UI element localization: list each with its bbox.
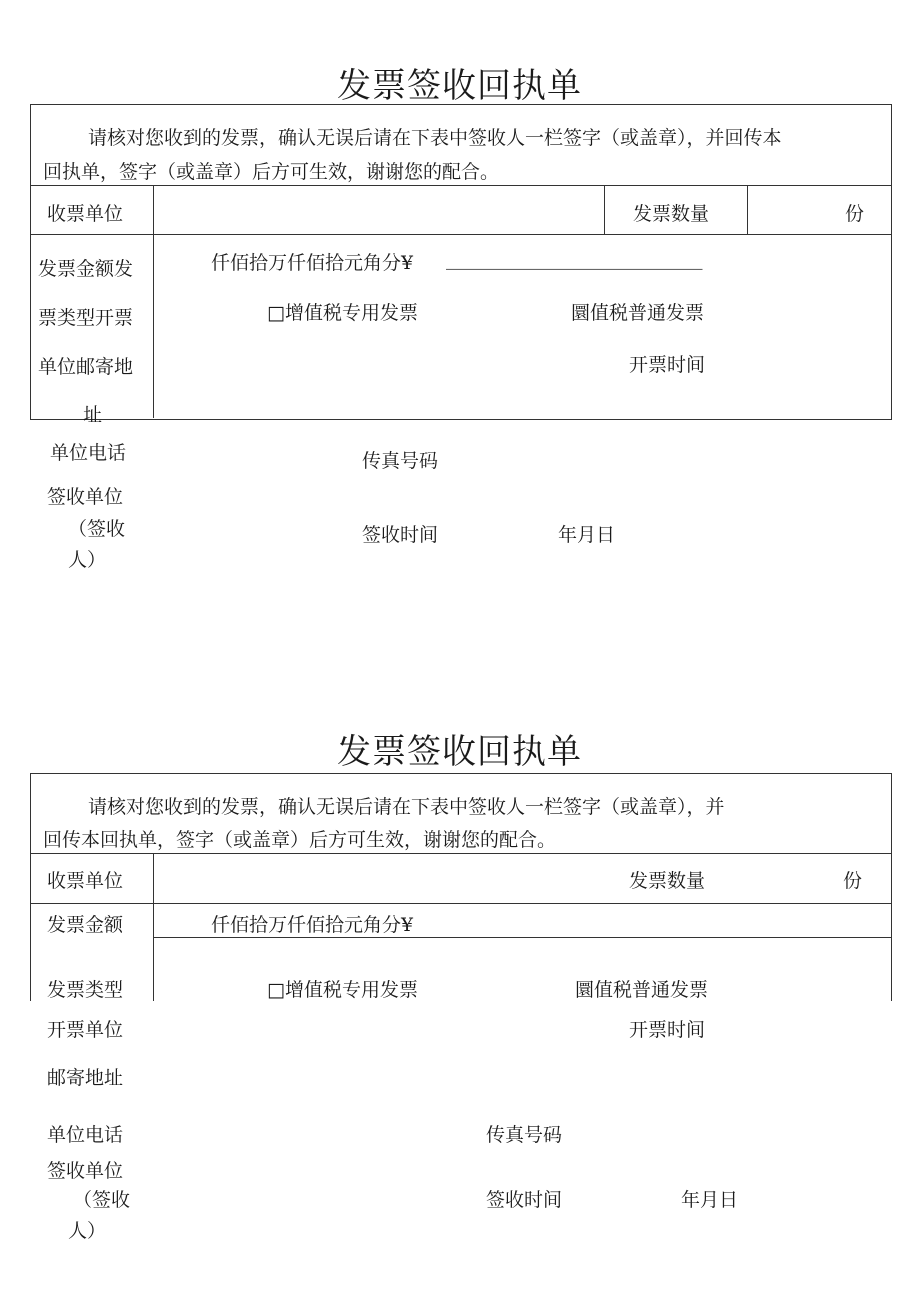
form2-divider bbox=[30, 853, 892, 854]
form1-amount-text: 仟佰拾万仟佰拾元角分¥ bbox=[211, 252, 414, 274]
form2-date-label: 年月日 bbox=[681, 1189, 739, 1211]
form2-invoice-count-label: 发票数量 bbox=[629, 870, 706, 892]
form2-address-label: 邮寄地址 bbox=[47, 1067, 124, 1089]
form1-divider bbox=[747, 185, 748, 234]
form2-sign-time-label: 签收时间 bbox=[486, 1189, 563, 1211]
form2-divider bbox=[30, 773, 31, 1001]
form2-vat-normal-option[interactable]: 圜值税普通发票 bbox=[575, 979, 709, 1001]
form1-vat-normal-option[interactable]: 圜值税普通发票 bbox=[571, 302, 705, 324]
form1-notice-line1: 请核对您收到的发票，确认无误后请在下表中签收人一栏签字（或盖章），并回传本 bbox=[88, 127, 782, 149]
form2-sign-person-label: 人） bbox=[68, 1220, 107, 1242]
form2-recv-unit-label: 收票单位 bbox=[47, 870, 124, 892]
form2-recv-unit-field[interactable] bbox=[156, 856, 616, 900]
form1-invoice-count-label: 发票数量 bbox=[633, 203, 710, 225]
form2-invoice-type-label: 发票类型 bbox=[47, 979, 124, 1001]
form1-divider bbox=[30, 234, 892, 235]
form1-amount-field[interactable]: ___________________________ bbox=[446, 248, 703, 270]
form2-fax-label: 传真号码 bbox=[486, 1124, 563, 1146]
form2-divider bbox=[153, 853, 154, 1001]
form1-date-label: 年月日 bbox=[558, 524, 616, 546]
form1-divider bbox=[153, 185, 154, 418]
form2-divider bbox=[30, 903, 892, 904]
form1-phone-label: 单位电话 bbox=[50, 442, 127, 464]
form2-issuer-label: 开票单位 bbox=[47, 1019, 124, 1041]
form1-recv-unit-field[interactable] bbox=[156, 188, 602, 232]
form2-vat-special-option[interactable]: □增值税专用发票 bbox=[267, 979, 418, 1001]
form2-count-unit: 份 bbox=[843, 870, 863, 892]
form2-amount-label: 发票金额 bbox=[47, 914, 124, 936]
form2-invoice-count-field[interactable] bbox=[730, 856, 830, 900]
form1-sign-person-label: （签收 bbox=[68, 518, 126, 540]
form1-left-label-line: 发票金额发 bbox=[38, 258, 134, 280]
form1-sign-unit-label: 签收单位 bbox=[47, 486, 124, 508]
form2-title: 发票签收回执单 bbox=[337, 732, 582, 772]
form1-divider bbox=[30, 185, 892, 186]
form2-notice-line1: 请核对您收到的发票，确认无误后请在下表中签收人一栏签字（或盖章），并 bbox=[88, 796, 725, 818]
form1-left-label-line: 址 bbox=[83, 404, 103, 426]
form2-amount-field[interactable] bbox=[446, 906, 746, 936]
form1-issue-time-label: 开票时间 bbox=[629, 354, 706, 376]
form1-divider bbox=[604, 185, 605, 234]
form2-amount-text: 仟佰拾万仟佰拾元角分¥ bbox=[211, 914, 414, 936]
form1-left-label-line: 单位邮寄地 bbox=[38, 356, 134, 378]
form1-recv-unit-label: 收票单位 bbox=[47, 203, 124, 225]
form2-phone-label: 单位电话 bbox=[47, 1124, 124, 1146]
form1-invoice-count-field[interactable] bbox=[750, 188, 835, 232]
form2-issue-time-label: 开票时间 bbox=[629, 1019, 706, 1041]
form1-sign-time-label: 签收时间 bbox=[362, 524, 439, 546]
form2-divider bbox=[153, 937, 892, 938]
form1-fax-label: 传真号码 bbox=[362, 450, 439, 472]
form1-vat-special-option[interactable]: □增值税专用发票 bbox=[267, 302, 418, 324]
form1-notice-line2: 回执单，签字（或盖章）后方可生效，谢谢您的配合。 bbox=[43, 161, 500, 183]
form2-sign-unit-label: 签收单位 bbox=[47, 1160, 124, 1182]
form1-count-unit: 份 bbox=[845, 203, 865, 225]
form2-sign-person-label: （签收 bbox=[73, 1189, 131, 1211]
form2-divider bbox=[891, 773, 892, 1001]
form1-sign-person-label: 人） bbox=[68, 549, 107, 571]
form1-left-label-line: 票类型开票 bbox=[38, 307, 134, 329]
form1-title: 发票签收回执单 bbox=[337, 66, 582, 106]
form2-divider bbox=[30, 773, 892, 774]
form2-notice-line2: 回传本回执单，签字（或盖章）后方可生效，谢谢您的配合。 bbox=[43, 829, 557, 851]
